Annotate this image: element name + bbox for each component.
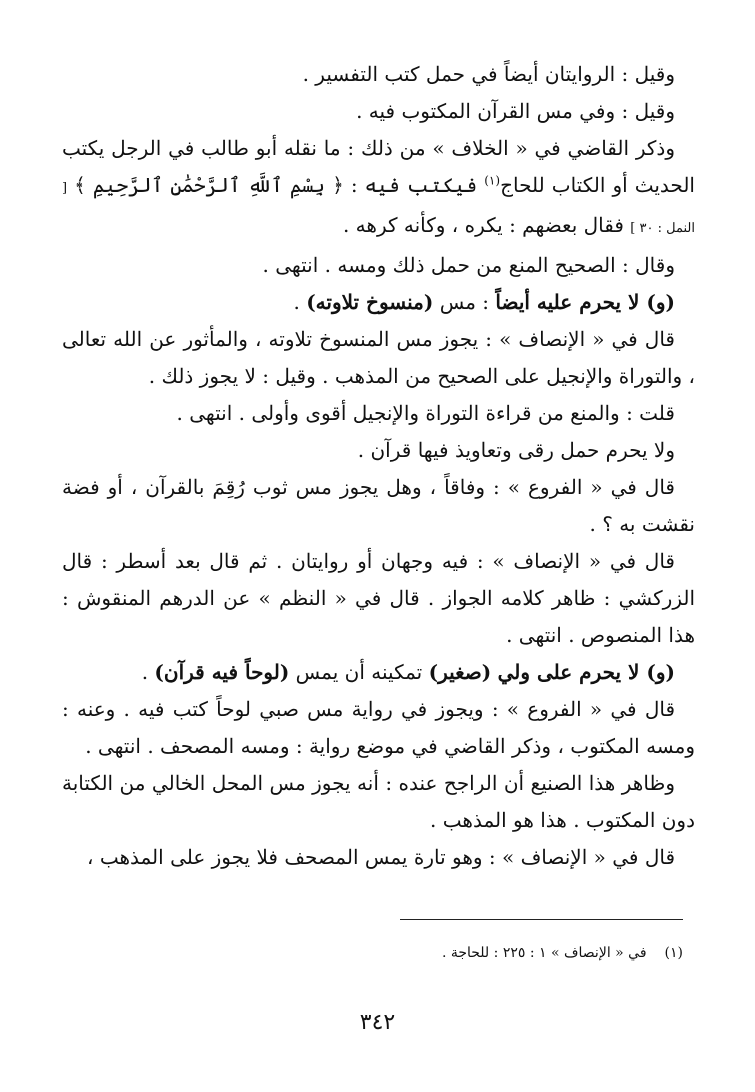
matn-text: (منسوخ تلاوته): [306, 290, 434, 314]
paragraph: قلت : والمنع من قراءة التوراة والإنجيل أقوى وأولى . انتهى .: [176, 401, 675, 425]
paragraph: وظاهر هذا الصنيع أن الراجح عنده : أنه يجوز مس المحل الخالي من الكتابة دون المكتوب . هذا هو المذهب .: [62, 771, 695, 832]
matn-text: (و) لا يحرم على ولي: [497, 660, 675, 684]
footnote-divider: [400, 919, 683, 920]
matn-text: (صغير): [428, 660, 492, 684]
page-number: ٣٤٢: [359, 1010, 396, 1035]
paragraph: وقيل : وفي مس القرآن المكتوب فيه .: [356, 99, 675, 123]
paragraph: وذكر القاضي في « الخلاف » من ذلك : ما نقله أبو طالب في الرجل يكتب الحديث أو الكتاب للحاج$^{(١)}$ فيكتب فيه : ﴿ بِسْمِ ٱللَّهِ ٱلرَّحْمَٰنِ ٱلرَّحِيمِ ﴾ [ النمل : ٣٠ ] فقال بعضهم : يكره ، وكأنه كرهه .: [62, 136, 695, 237]
paragraph: قال في « الفروع » : ويجوز في رواية مس صبي لوحاً كتب فيه . وعنه : ومسه المكتوب ، وذكر القاضي في موضع رواية : ومسه المصحف . انتهى .: [62, 697, 695, 758]
footnote: [442, 942, 683, 964]
quran-reference: [ النمل : ٣٠ ]: [62, 181, 695, 236]
paragraph: وقيل : الروايتان أيضاً في حمل كتب التفسير .: [302, 62, 675, 86]
footnote-text: في « الإنصاف » ١ : ٢٢٥ : للحاجة .: [441, 945, 647, 961]
matn-paragraph: (و) لا يحرم على ولي (صغير) تمكينه أن يمس (لوحاً فيه قرآن) .: [141, 660, 675, 684]
matn-paragraph: (و) لا يحرم عليه أيضاً : مس (منسوخ تلاوته) .: [293, 290, 675, 314]
matn-text: (و) لا يحرم عليه أيضاً: [495, 290, 675, 314]
paragraph: قال في « الفروع » : وفاقاً ، وهل يجوز مس ثوب رُقِمَ بالقرآن ، أو فضة نقشت به ؟ .: [62, 475, 695, 536]
paragraph: ولا يحرم حمل رقى وتعاويذ فيها قرآن .: [357, 438, 675, 462]
body-text: [62, 56, 695, 876]
paragraph: قال في « الإنصاف » : يجوز مس المنسوخ تلاوته ، والمأثور عن الله تعالى ، والتوراة والإنجيل على الصحيح من المذهب . وقيل : لا يجوز ذلك .: [62, 327, 695, 388]
matn-text: (لوحاً فيه قرآن): [154, 660, 290, 684]
paragraph: قال في « الإنصاف » : فيه وجهان أو روايتان . ثم قال بعد أسطر : قال الزركشي : ظاهر كلامه الجواز . قال في « النظم » عن الدرهم المنقوش : هذا المنصوص . انتهى .: [62, 549, 695, 647]
paragraph: قال في « الإنصاف » : وهو تارة يمس المصحف فلا يجوز على المذهب ،: [87, 845, 675, 869]
footnote-marker[interactable]: (١): [484, 173, 501, 188]
paragraph: وقال : الصحيح المنع من حمل ذلك ومسه . انتهى .: [262, 253, 675, 277]
footnote-number: (١): [664, 945, 683, 961]
